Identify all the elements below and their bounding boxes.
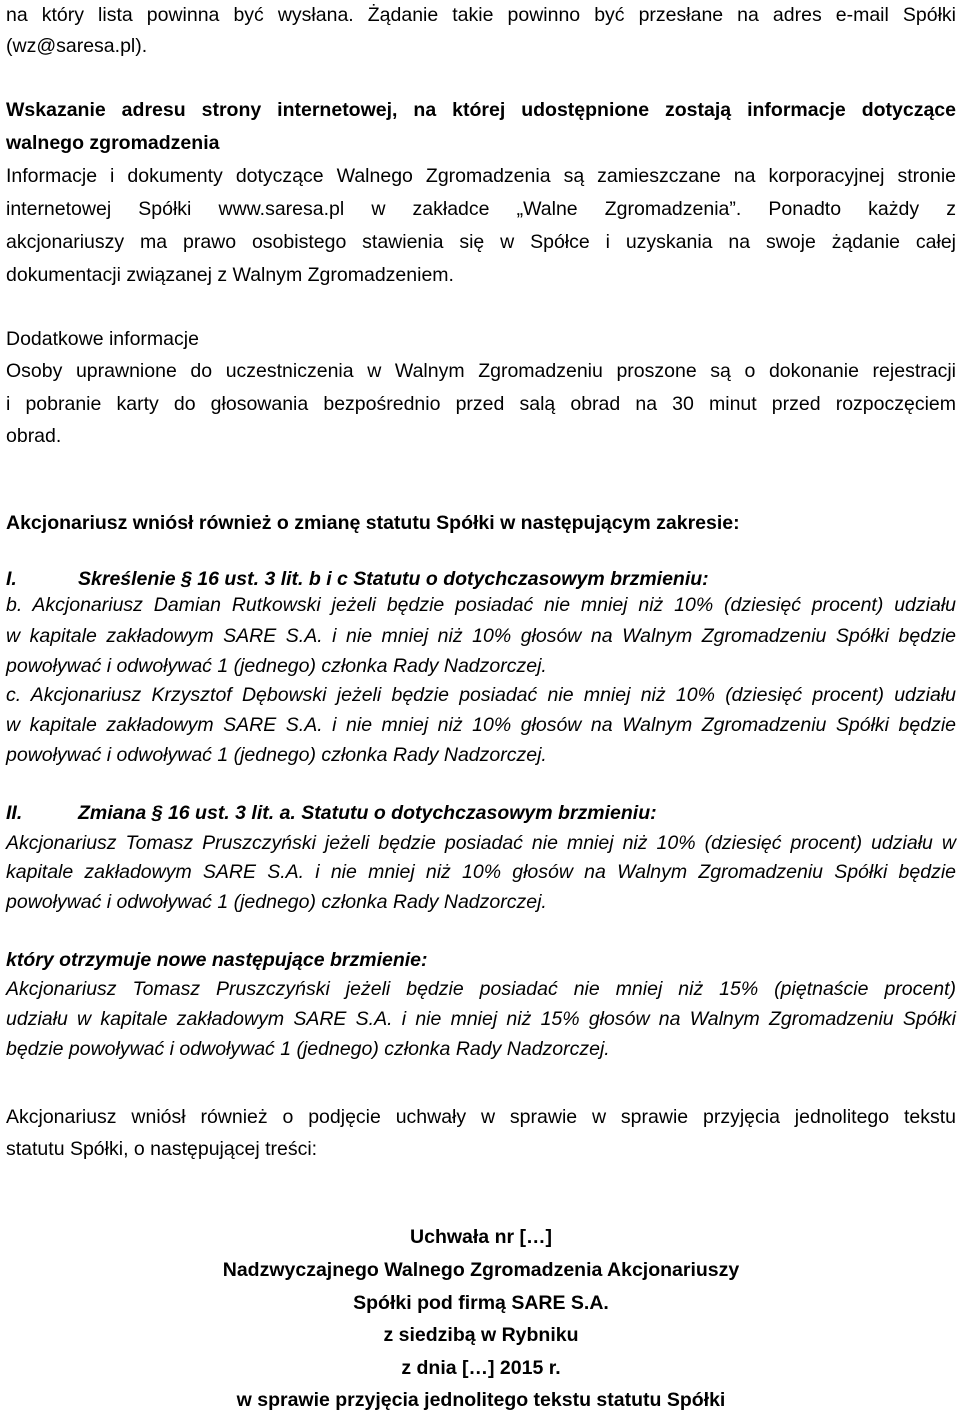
statute-text-line: powoływać i odwoływać 1 (jednego) członka Rady Nadzorczej. <box>6 744 547 766</box>
statute-text-line: w kapitale zakładowym SARE S.A. i nie mniej niż 10% głosów na Walnym Zgromadzeniu Spółki będzie <box>6 714 956 736</box>
statute-text-line: będzie powoływać i odwoływać 1 (jednego) członka Rady Nadzorczej. <box>6 1038 610 1060</box>
body-text-segment: w zakładce „Walne Zgromadzenia”. Ponadto każdy z <box>344 198 956 220</box>
resolution-date: z dnia […] 2015 r. <box>401 1357 561 1379</box>
item-number: II. <box>6 802 23 824</box>
statute-text-line: powoływać i odwoływać 1 (jednego) członka Rady Nadzorczej. <box>6 891 547 913</box>
statute-text-line: Akcjonariusz Tomasz Pruszczyński jeżeli będzie posiadać nie mniej niż 10% (dziesięć procent) udziału w <box>6 832 956 854</box>
resolution-subject: w sprawie przyjęcia jednolitego tekstu statutu Spółki <box>236 1389 726 1411</box>
item-number: I. <box>6 568 17 590</box>
statute-text-line: Akcjonariusz Tomasz Pruszczyński jeżeli będzie posiadać nie mniej niż 15% (piętnaście procent) <box>6 978 956 1000</box>
body-text-line: obrad. <box>6 425 62 447</box>
website-link[interactable]: www.saresa.pl <box>218 198 345 220</box>
resolution-subtitle: Spółki pod firmą SARE S.A. <box>353 1292 609 1314</box>
body-text-line: (wz@saresa.pl). <box>6 35 148 57</box>
body-text-line-with-link <box>6 194 956 224</box>
item-title: Zmiana § 16 ust. 3 lit. a. Statutu o dotychczasowym brzmieniu: <box>78 802 657 824</box>
section-heading-website-cont: walnego zgromadzenia <box>6 132 220 154</box>
body-text-segment: internetowej Spółki <box>6 198 219 220</box>
item-title: Skreślenie § 16 ust. 3 lit. b i c Statutu o dotychczasowym brzmieniu: <box>78 568 709 590</box>
section-heading-website: Wskazanie adresu strony internetowej, na której udostępnione zostają informacje dotyczące <box>6 99 956 121</box>
new-wording-heading: który otrzymuje nowe następujące brzmienie: <box>6 949 428 971</box>
body-text-line: dokumentacji związanej z Walnym Zgromadzeniem. <box>6 264 454 286</box>
resolution-subtitle: Nadzwyczajnego Walnego Zgromadzenia Akcjonariuszy <box>222 1259 740 1281</box>
statute-text-line: c. Akcjonariusz Krzysztof Dębowski jeżeli będzie posiadać nie mniej niż 10% (dziesięć procent) udziału <box>6 684 956 706</box>
body-text-line: statutu Spółki, o następującej treści: <box>6 1138 318 1160</box>
resolution-title: Uchwała nr […] <box>410 1226 552 1248</box>
body-text-line: Informacje i dokumenty dotyczące Walnego Zgromadzenia są zamieszczane na korporacyjnej stronie <box>6 165 956 187</box>
statute-text-line: powoływać i odwoływać 1 (jednego) członka Rady Nadzorczej. <box>6 655 547 677</box>
statute-text-line: udziału w kapitale zakładowym SARE S.A. i nie mniej niż 15% głosów na Walnym Zgromadzeniu Spółki <box>6 1008 956 1030</box>
statute-text-line: b. Akcjonariusz Damian Rutkowski jeżeli będzie posiadać nie mniej niż 10% (dziesięć procent) udziału <box>6 594 956 616</box>
body-text-line: Akcjonariusz wniósł również o podjęcie uchwały w sprawie w sprawie przyjęcia jednolitego tekstu <box>6 1106 956 1128</box>
body-text-line: akcjonariuszy ma prawo osobistego stawienia się w Spółce i uzyskania na swoje żądanie całej <box>6 231 956 253</box>
section-heading-statute: Akcjonariusz wniósł również o zmianę statutu Spółki w następującym zakresie: <box>6 512 740 534</box>
statute-item-2-heading <box>6 798 956 828</box>
body-text-line: na który lista powinna być wysłana. Żądanie takie powinno być przesłane na adres e-mail Spółki <box>6 4 956 26</box>
body-text-line: Osoby uprawnione do uczestniczenia w Walnym Zgromadzeniu proszone są o dokonanie rejestracji <box>6 360 956 382</box>
body-text-line: i pobranie karty do głosowania bezpośrednio przed salą obrad na 30 minut przed rozpoczęciem <box>6 393 956 415</box>
statute-text-line: w kapitale zakładowym SARE S.A. i nie mniej niż 10% głosów na Walnym Zgromadzeniu Spółki będzie <box>6 625 956 647</box>
statute-text-line: kapitale zakładowym SARE S.A. i nie mniej niż 10% głosów na Walnym Zgromadzeniu Spółki będzie <box>6 861 956 883</box>
resolution-subtitle: z siedzibą w Rybniku <box>383 1324 579 1346</box>
section-heading-additional: Dodatkowe informacje <box>6 328 199 350</box>
